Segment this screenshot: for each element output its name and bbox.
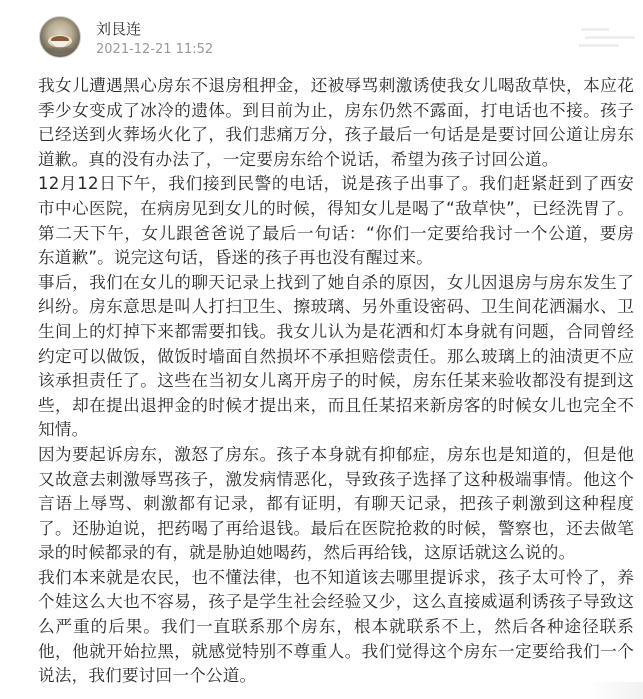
post-header (0, 0, 643, 70)
paragraph: 12月12日下午，我们接到民警的电话，说是孩子出事了。我们赶紧赶到了西安市中心医院，在病房见到女儿的时候，得知女儿是喝了“敌草快”，已经洗胃了。第二天下午，女儿跟爸爸说了最后一句话：“你们一定要给我讨一个公道，要房东道歉”。说完这句话，昏迷的孩子再也没有醒过来。 (38, 174, 634, 268)
post-body (38, 74, 634, 689)
tea-cup-icon (40, 17, 80, 57)
bottom-blur-overlay (530, 682, 643, 699)
paragraph: 我女儿遭遇黑心房东不退房租押金，还被辱骂刺激诱使我女儿喝敌草快，本应花季少女变成了冰冷的遗体。到目前为止，房东仍然不露面，打电话也不接。孩子已经送到火葬场火化了，我们悲痛万分，孩子最后一句话是是要讨回公道让房东道歉。真的没有办法了，一定要房东给个说话，希望为孩子讨回公道。 (38, 76, 634, 169)
paragraph: 我们本来就是农民，也不懂法律，也不知道该去哪里提诉求，孩子太可怜了，养个娃这么大也不容易，孩子是学生社会经验又少，这么直接威逼利诱孩子导致这么严重的后果。我们一直联系那个房东，根本就联系不上，然后各种途径联系他，他就开始拉黑，就感觉特别不尊重人。我们觉得这个房东一定要给我们一个说法，我们要讨回一个公道。 (38, 567, 634, 686)
post-timestamp: 2021-12-21 11:52 (96, 42, 214, 57)
watermark-graphic (575, 24, 643, 50)
paragraph: 事后，我们在女儿的聊天记录上找到了她自杀的原因，女儿因退房与房东发生了纠纷。房东意思是叫人打扫卫生、擦玻璃、另外重设密码、卫生间花洒漏水、卫生间上的灯掉下来都需要扣钱。我女儿认为是花洒和灯本身就有问题，合同曾经约定可以做饭，做饭时墙面自然损坏不承担赔偿责任。那么玻璃上的油渍更不应该承担责任了。这些在当初女儿离开房子的时候，房东任某来验收都没有提到这些，却在提出退押金的时候才提出来，而且任某招来新房客的时候女儿也完全不知情。 (38, 272, 634, 440)
paragraph: 因为要起诉房东，激怒了房东。孩子本身就有抑郁症，房东也是知道的，但是他又故意去刺激辱骂孩子，激发病情恶化，导致孩子选择了这种极端事情。他这个言语上辱骂、刺激都有记录，都有证明，有聊天记录，把孩子刺激到这种程度了。还胁迫说，把药喝了再给退钱。最后在医院抢救的时候，警察也，还去做笔录的时候都录的有，就是胁迫她喝药，然后再给钱，这原话就这么说的。 (38, 444, 634, 563)
author-avatar[interactable] (39, 16, 81, 58)
author-name[interactable]: 刘艮连 (96, 20, 142, 38)
